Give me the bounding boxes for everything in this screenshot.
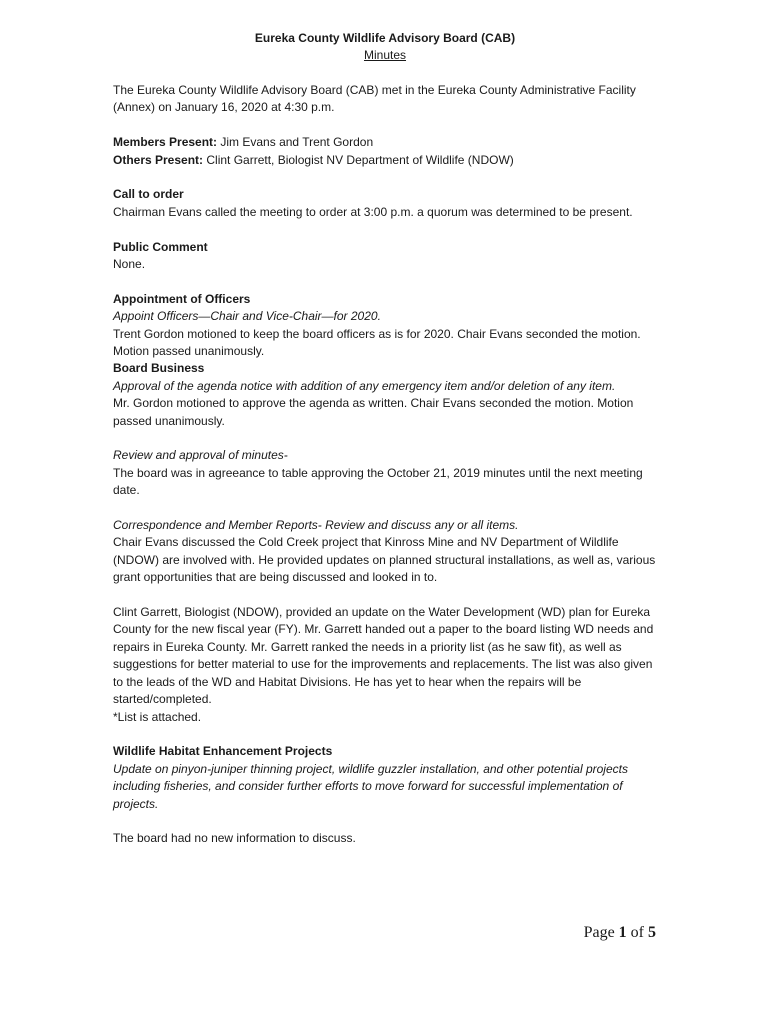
habitat-heading: Wildlife Habitat Enhancement Projects	[113, 744, 333, 759]
public-comment-heading: Public Comment	[113, 239, 208, 254]
document-subtitle: Minutes	[363, 48, 407, 63]
public-comment-text: None.	[113, 257, 146, 272]
board-business-agenda-item: Approval of the agenda notice with addition of any emergency item and/or deletion of any item.	[113, 378, 616, 393]
total-pages: 5	[648, 924, 656, 941]
minutes-review-text: The board was in agreeance to table approving the October 21, 2019 minutes until the next meeting date.	[113, 465, 643, 498]
document-title: Eureka County Wildlife Advisory Board (CAB)	[254, 31, 516, 45]
document-body	[113, 82, 658, 848]
call-to-order-heading: Call to order	[113, 187, 184, 202]
board-business-text: Mr. Gordon motioned to approve the agenda as written. Chair Evans seconded the motion. Motion passed unanimously.	[113, 396, 634, 428]
others-present-value: Clint Garrett, Biologist NV Department of Wildlife (NDOW)	[203, 152, 514, 167]
reports-text-evans: Chair Evans discussed the Cold Creek project that Kinross Mine and NV Department of Wildlife (NDOW) are involved with. He provided updates on planned structural installations, as well as, various grant opportunities that are being discussed and looked in to.	[113, 535, 656, 585]
minutes-review-agenda-item: Review and approval of minutes-	[113, 448, 288, 463]
of-word: of	[630, 924, 644, 941]
document-header	[0, 30, 770, 65]
reports-text-garrett: Clint Garrett, Biologist (NDOW), provided an update on the Water Development (WD) plan for Eureka County for the new fiscal year (FY). Mr. Garrett handed out a paper to the board listing WD needs and repairs in Eureka County. Mr. Garrett ranked the needs in a priority list (as he saw fit), as well as suggestions for better material to use for the improvements and replacements. The list was also given to the leads of the WD and Habitat Divisions. He has yet to hear when the repairs will be started/completed.	[113, 605, 654, 707]
board-business-heading: Board Business	[113, 361, 205, 376]
reports-attachment-note: *List is attached.	[113, 709, 202, 724]
others-present	[113, 152, 658, 169]
others-present-label: Others Present:	[113, 152, 204, 167]
members-present-value: Jim Evans and Trent Gordon	[217, 135, 374, 150]
reports-agenda-item: Correspondence and Member Reports- Review and discuss any or all items.	[113, 518, 519, 533]
habitat-text: The board had no new information to discuss.	[113, 831, 356, 846]
page-number	[584, 924, 656, 941]
officers-text: Trent Gordon motioned to keep the board officers as is for 2020. Chair Evans seconded the motion. Motion passed unanimously.	[113, 326, 641, 359]
members-present-label: Members Present:	[113, 135, 218, 150]
intro-paragraph: The Eureka County Wildlife Advisory Board (CAB) met in the Eureka County Administrative Facility (Annex) on January 16, 2020 at 4:30 p.m.	[113, 83, 636, 115]
habitat-agenda-item: Update on pinyon-juniper thinning project, wildlife guzzler installation, and other potential projects including fisheries, and consider further efforts to move forward for successful implementation of projects.	[113, 761, 628, 811]
page-word: Page	[583, 924, 615, 941]
current-page: 1	[618, 924, 627, 941]
officers-agenda-item: Appoint Officers—Chair and Vice-Chair—for 2020.	[113, 309, 381, 324]
members-present	[113, 134, 658, 151]
officers-heading: Appointment of Officers	[113, 291, 251, 306]
call-to-order-text: Chairman Evans called the meeting to order at 3:00 p.m. a quorum was determined to be present.	[113, 204, 633, 219]
